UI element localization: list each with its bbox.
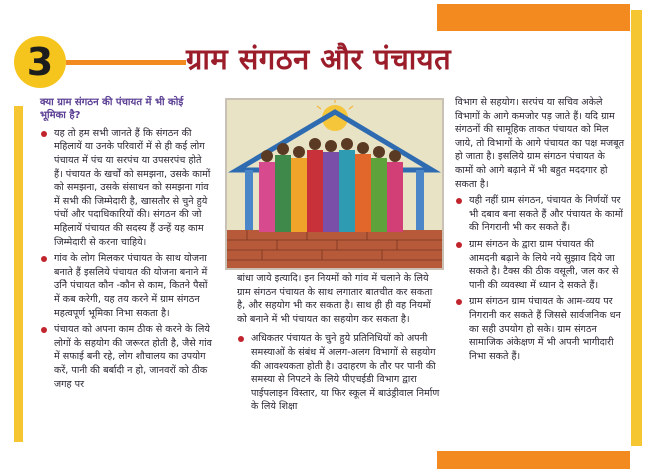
bullet-item: यही नहीं ग्राम संगठन, पंचायत के निर्णयों पर भी दबाव बना सकते हैं और पंचायत के कामों की निगरानी भी कर सकते हैं। — [455, 194, 625, 235]
bullet-dot-icon — [456, 198, 462, 204]
left-yellow-strip — [14, 106, 23, 442]
bullet-item: ग्राम संगठन ग्राम पंचायत के आम-व्यय पर निगरानी कर सकते हैं जिससे सार्वजनिक धन का सही उपयोग हो सके। ग्राम संगठन सामाजिक अंकेक्षण में भी अपनी भागीदारी निभा सकते हैं। — [455, 295, 625, 363]
title-rule — [66, 60, 186, 65]
page-title: ग्राम संगठन और पंचायत — [186, 42, 452, 76]
bullet-dot-icon — [456, 242, 462, 248]
question-heading: क्या ग्राम संगठन की पंचायत में भी कोई भूमिका है? — [40, 97, 184, 122]
bullet-item: ग्राम संगठन के द्वारा ग्राम पंचायत की आमदनी बढ़ाने के लिये नये सुझाव दिये जा सकते है। टैक्स की ठीक वसूली, जल कर से पानी की व्यवस्था में ध्यान दे सकते हैं। — [455, 238, 625, 292]
village-meeting-illustration — [225, 98, 444, 270]
bullet-dot-icon — [41, 327, 47, 333]
bullet-item: गांव के लोग मिलकर पंचायत के साथ योजना बनाते हैं इसलिये पंचायत की योजना बनाने में उनेि पंचायत कौन -कौन से काम, कितने पैसों में कब करेगी, यह तय करने में ग्राम संगठन महत्वपूर्ण भूमिका निभा सकता है। — [40, 252, 212, 320]
bullet-dot-icon — [41, 256, 47, 262]
middle-column — [237, 272, 440, 417]
bullet-dot-icon — [456, 299, 462, 305]
illustration-svg — [227, 100, 442, 268]
left-column — [40, 96, 212, 394]
bullet-dot-icon — [238, 336, 244, 342]
right-yellow-strip — [631, 10, 642, 446]
section-number-badge — [14, 36, 66, 88]
middle-paragraph: बांधा जाये इत्यादि। इन नियमों को गांव में चलाने के लिये ग्राम संगठन पंचायत के साथ लगातार बातचीत कर सकता है, और सहयोग भी कर सकता है। साथ ही ही वह नियमों को बनाने में भी पंचायत का सहयोग कर सकता है। — [237, 273, 433, 325]
bullet-item: अधिकतर पंचायत के चुने हुये प्रतिनिधियों को अपनी समस्याओं के संबंध में अलग-अलग विभागों से सहयोग की आवश्यकता होती है। उदाहरण के तौर पर पानी की समस्या से निपटने के लिये पीएचईडी विभाग द्वारा पाईपलाइन विस्तार, या फिर स्कूल में बाउंड्रीवाल निर्माण के लिये शिक्षा — [237, 332, 440, 414]
top-orange-bar — [437, 4, 630, 31]
bottom-orange-bar — [437, 451, 630, 469]
bullet-item: यह तो हम सभी जानते हैं कि संगठन की महिलायें या उनके परिवारों में से ही कई लोग पंचायत में पंच या सरपंच या उपसरपंच होते हैं। पंचायत के खर्चों को समझना, उसके कामों को समझना, उसके संसाधन को समझना गांव में सभी की जिम्मेदारी है, खासतौर से चुने हुये पंचों और पदाधिकारियों की। संगठन की जो महिलायें पंचायत की सदस्य हैं उन्हें यह काम जिम्मेदारी से करना चाहिये। — [40, 127, 212, 249]
right-column — [455, 96, 625, 366]
bullet-dot-icon — [41, 131, 47, 137]
bullet-item: पंचायत को अपना काम ठीक से करने के लिये लोगों के सहयोग की जरूरत होती है, जैसे गांव में सफाई बनी रहे, लोग शौचालय का उपयोग करें, पानी की बर्बादी न हो, जानवरों को ठीक जगह पर — [40, 323, 212, 391]
right-paragraph: विभाग से सहयोग। सरपंच या सचिव अकेले विभागों के आगे कमजोर पड़ जाते हैं। यदि ग्राम संगठनों की सामूहिक ताकत पंचायत को मिल जाये, तो विभागों के आगे पंचायत का पक्ष मजबूत हो जाता है। इसलिये ग्राम संगठन पंचायत के कामों को आगे बढ़ाने में भी बहुत मददगार हो सकता है। — [455, 97, 625, 190]
section-number: 3 — [26, 40, 54, 84]
